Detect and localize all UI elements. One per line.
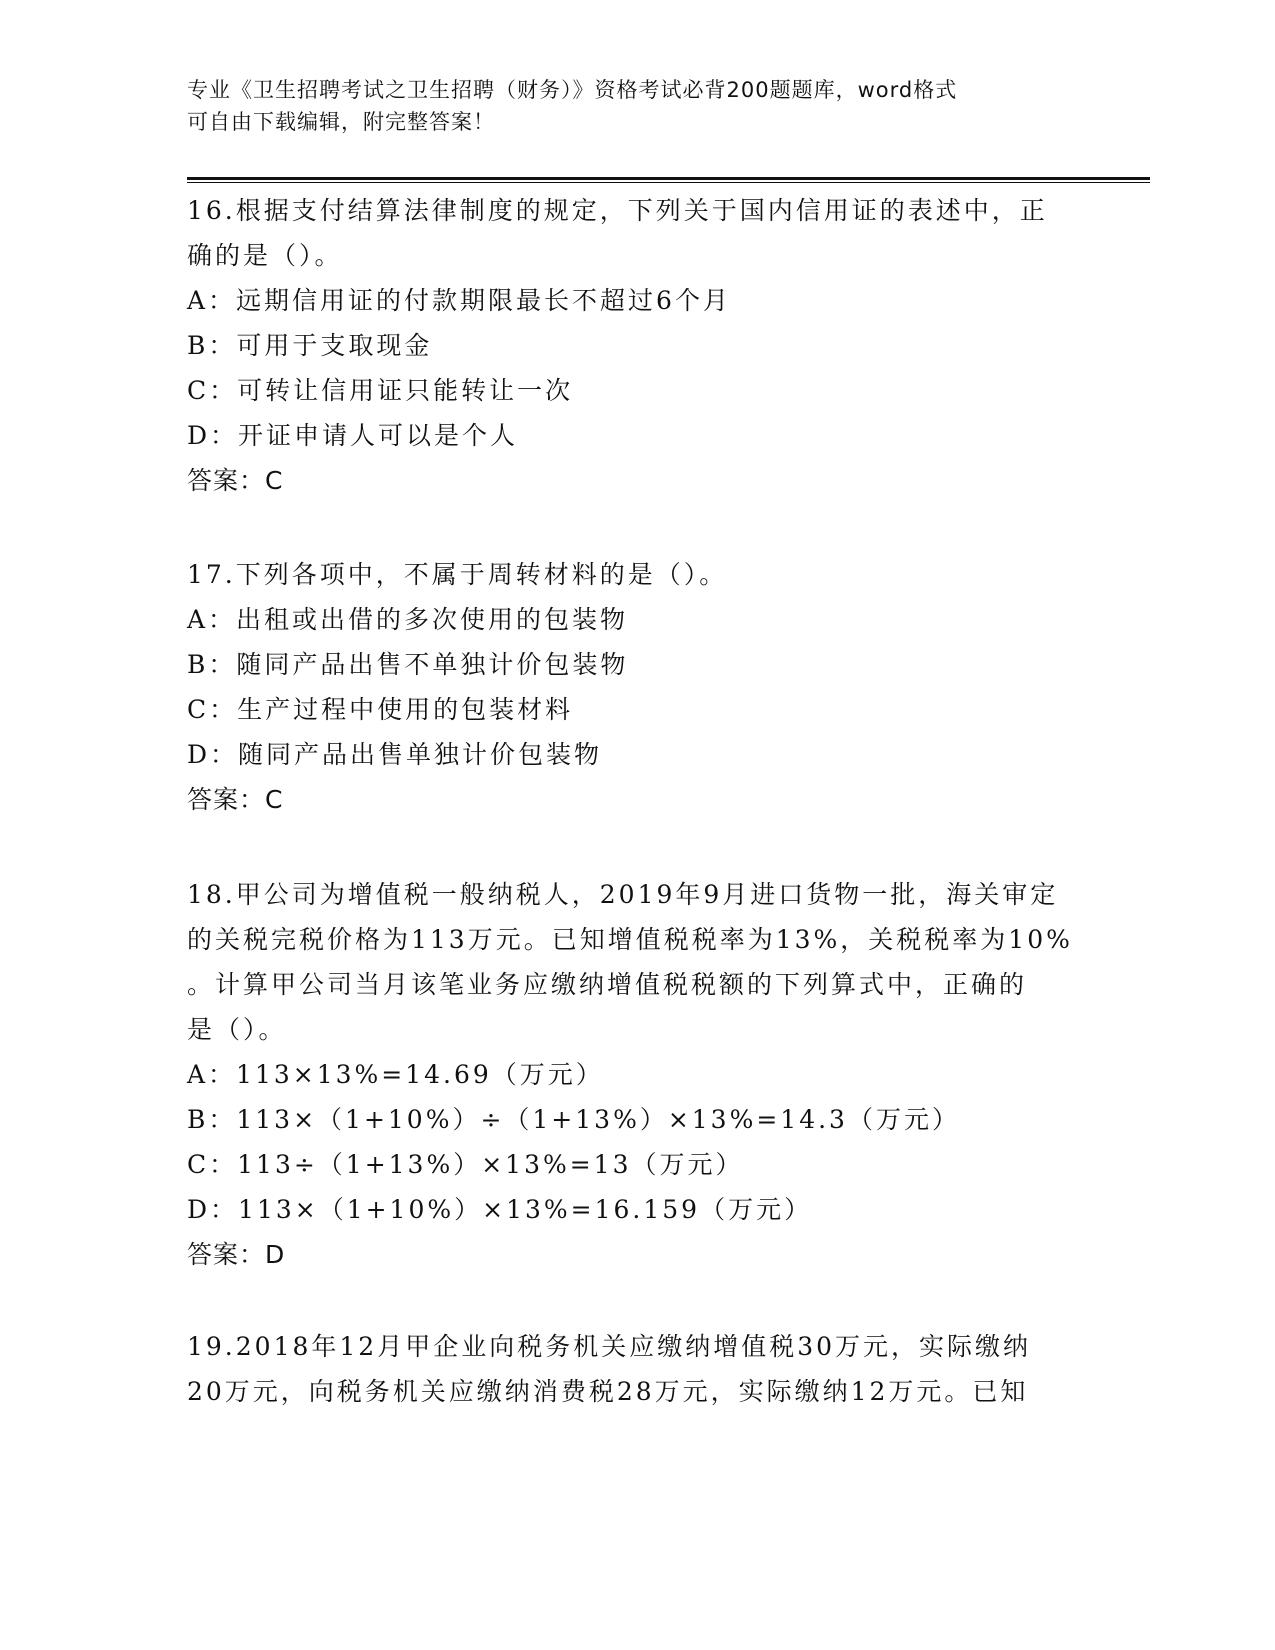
question-stem-line: 17.下列各项中，不属于周转材料的是（）。: [187, 560, 728, 589]
option-d: D：随同产品出售单独计价包装物: [187, 740, 603, 769]
question-stem-line: 19.2018年12月甲企业向税务机关应缴纳增值税30万元，实际缴纳: [187, 1332, 1032, 1361]
question-18: [187, 872, 1087, 1277]
option-d: D：开证申请人可以是个人: [187, 421, 519, 450]
question-stem-line: 16.根据支付结算法律制度的规定，下列关于国内信用证的表述中，正: [187, 196, 1048, 225]
option-a: A：远期信用证的付款期限最长不超过6个月: [187, 286, 731, 315]
question-stem-line: 是（）。: [187, 1015, 287, 1044]
option-c: C：生产过程中使用的包装材料: [187, 695, 574, 724]
answer-label: 答案：C: [187, 785, 284, 814]
option-d: D：113×（1+10%）×13%=16.159（万元）: [187, 1195, 813, 1224]
question-17: [187, 552, 1087, 822]
header-line-1: 专业《卫生招聘考试之卫生招聘（财务）》资格考试必背200题题库，word格式: [187, 78, 958, 102]
header-divider-thin: [187, 182, 1150, 183]
question-stem-line: 20万元，向税务机关应缴纳消费税28万元，实际缴纳12万元。已知: [187, 1377, 1029, 1406]
option-a: A：113×13%=14.69（万元）: [187, 1060, 604, 1089]
question-16: [187, 188, 1087, 503]
option-a: A：出租或出借的多次使用的包装物: [187, 605, 629, 634]
option-b: B：可用于支取现金: [187, 331, 433, 360]
answer-label: 答案：C: [187, 466, 284, 495]
header-divider-thick: [187, 177, 1150, 180]
option-c: C：113÷（1+13%）×13%=13（万元）: [187, 1150, 744, 1179]
option-c: C：可转让信用证只能转让一次: [187, 376, 574, 405]
document-header: [187, 74, 1067, 138]
option-b: B：随同产品出售不单独计价包装物: [187, 650, 629, 679]
question-stem-line: 确的是（）。: [187, 241, 343, 270]
question-stem-line: 的关税完税价格为113万元。已知增值税税率为13%，关税税率为10%: [187, 925, 1073, 954]
option-b: B：113×（1+10%）÷（1+13%）×13%=14.3（万元）: [187, 1105, 960, 1134]
question-19: [187, 1324, 1087, 1414]
question-stem-line: 18.甲公司为增值税一般纳税人，2019年9月进口货物一批，海关审定: [187, 880, 1059, 909]
question-stem-line: 。计算甲公司当月该笔业务应缴纳增值税税额的下列算式中，正确的: [187, 970, 1028, 999]
answer-label: 答案：D: [187, 1240, 286, 1269]
header-line-2: 可自由下载编辑，附完整答案！: [187, 110, 495, 134]
